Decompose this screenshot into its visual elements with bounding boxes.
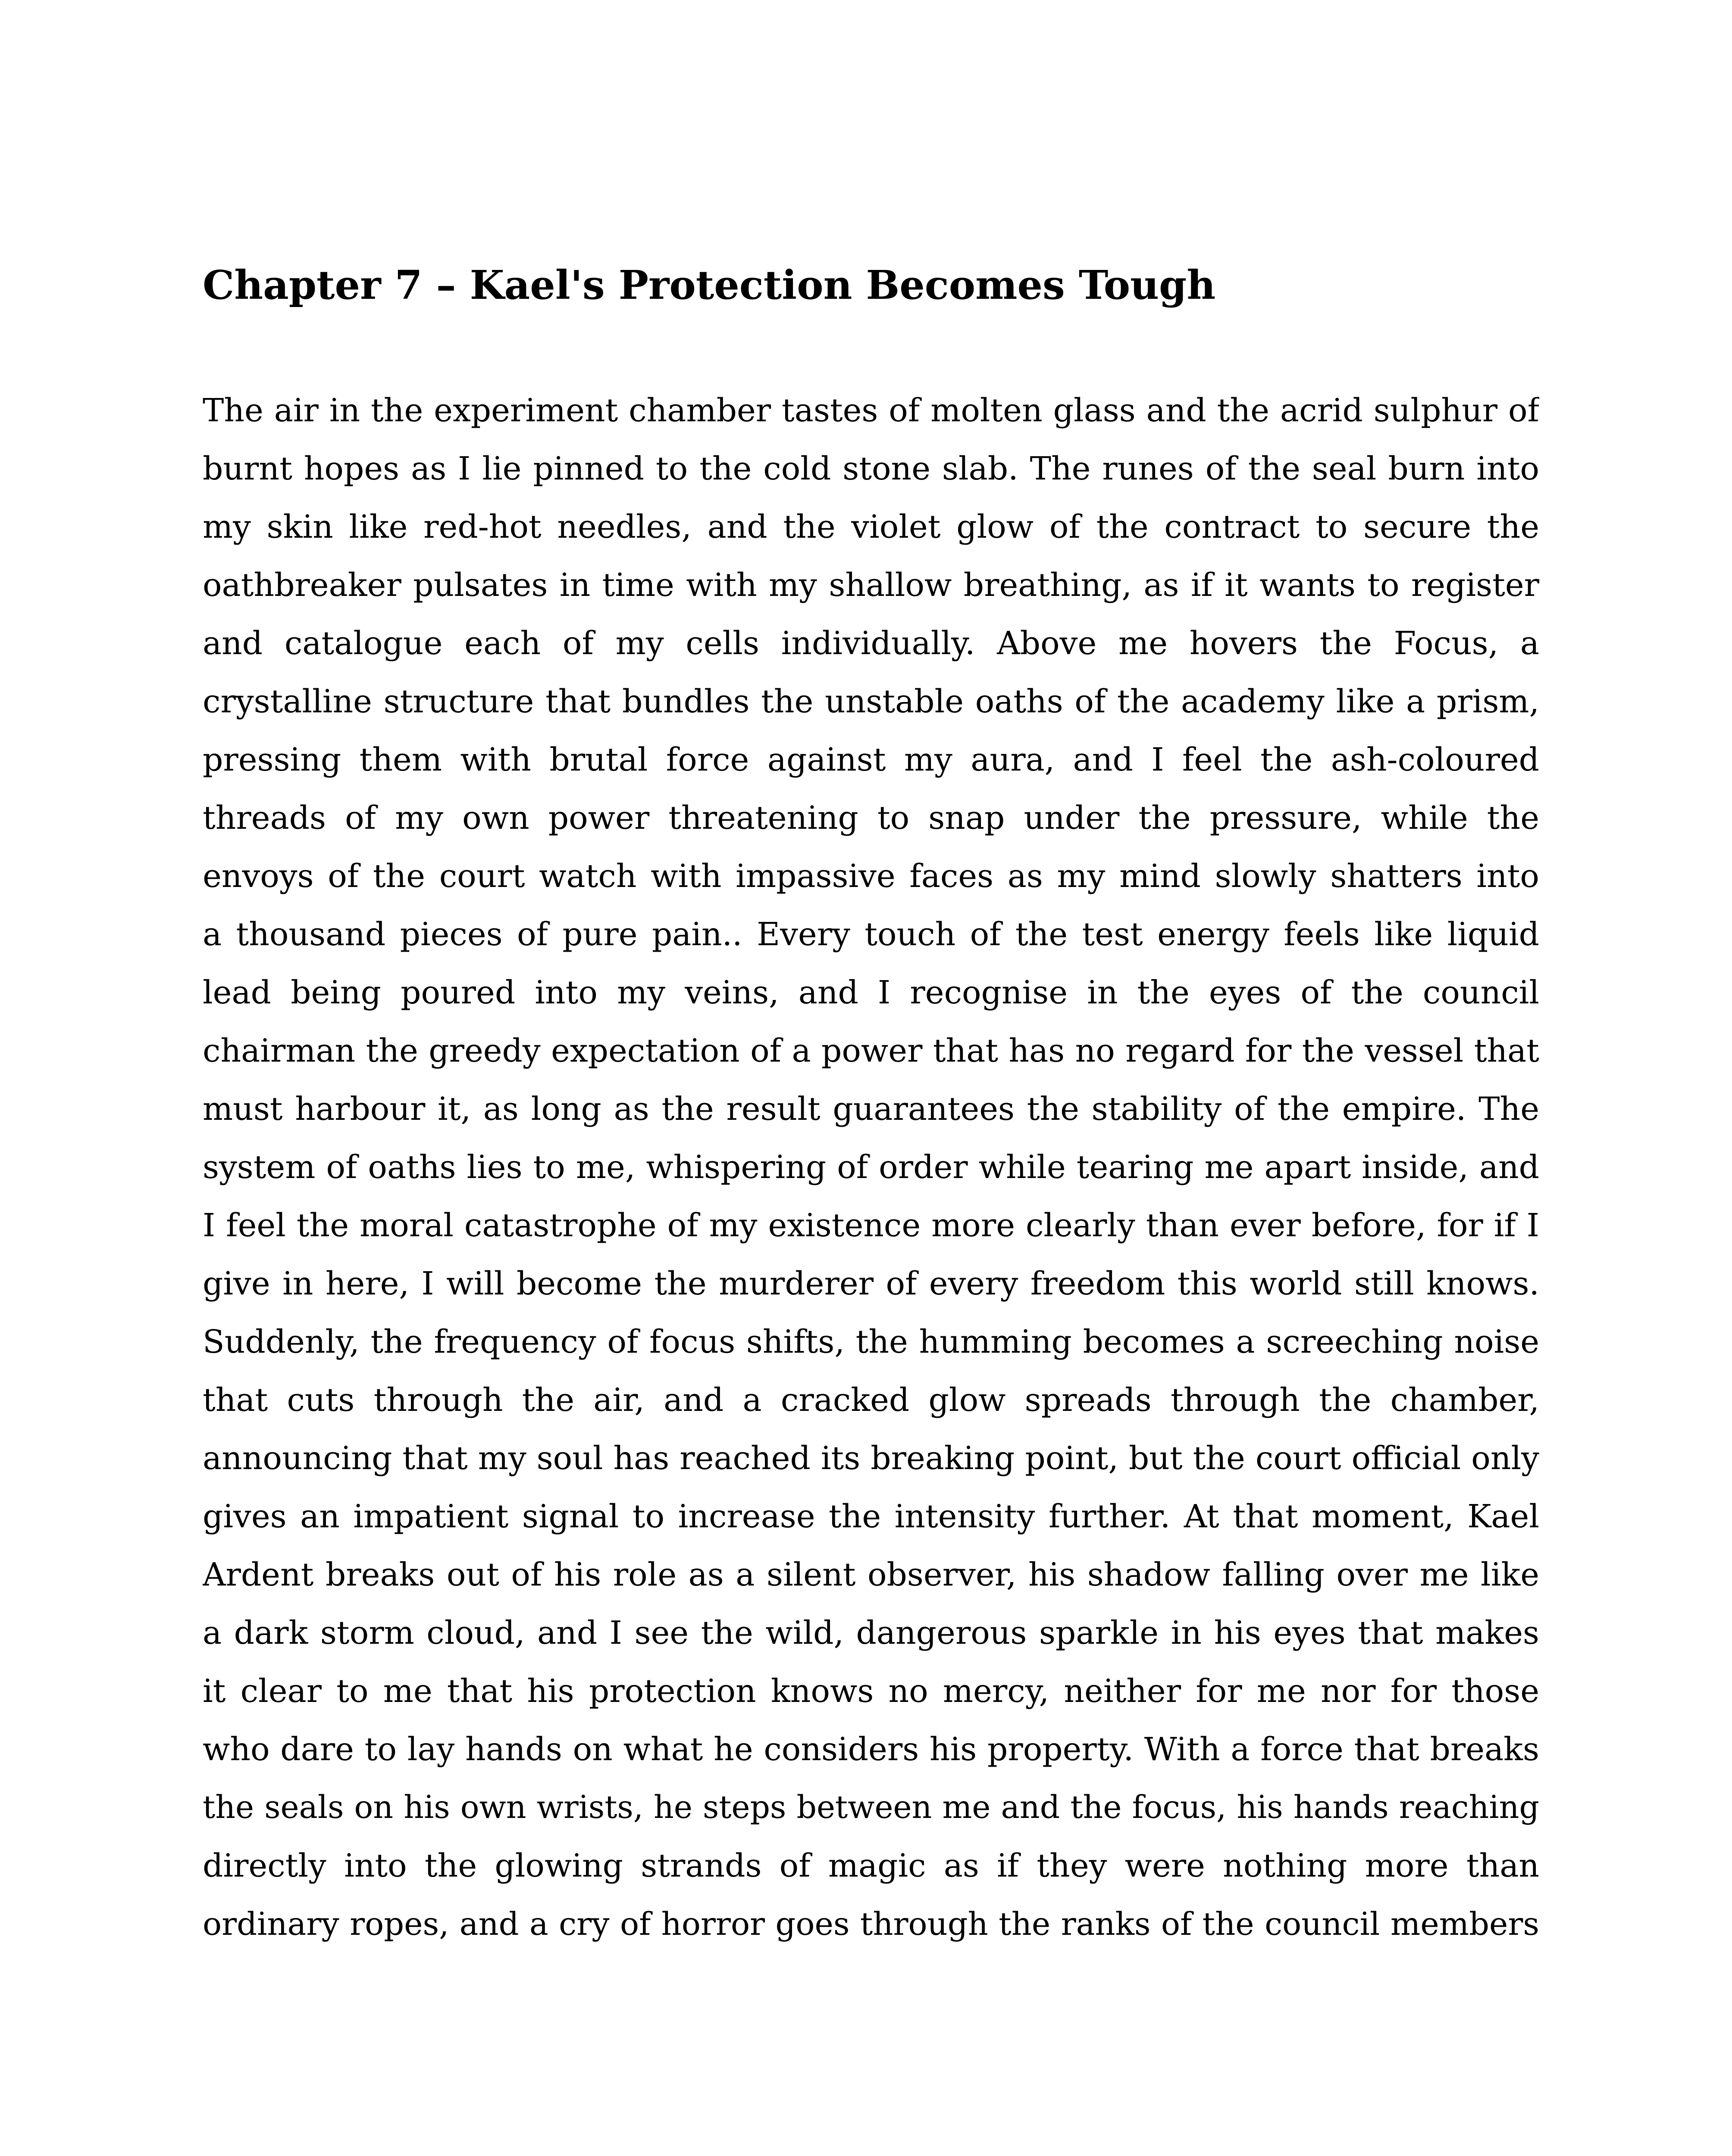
text-line: chairman the greedy expectation of a power that has no regard for the vessel that (203, 1032, 1539, 1069)
text-line: my skin like red-hot needles, and the violet glow of the contract to secure the (203, 508, 1539, 545)
text-line: must harbour it, as long as the result guarantees the stability of the empire. The (203, 1091, 1539, 1128)
text-line: I feel the moral catastrophe of my existence more clearly than ever before, for if I (203, 1207, 1539, 1244)
text-line: and catalogue each of my cells individually. Above me hovers the Focus, a (203, 625, 1539, 662)
text-line: a thousand pieces of pure pain.. Every touch of the test energy feels like liquid (203, 916, 1539, 953)
chapter-title: Chapter 7 – Kael's Protection Becomes Tough (203, 262, 1216, 308)
text-line: give in here, I will become the murderer of every freedom this world still knows. (203, 1265, 1539, 1302)
text-line: directly into the glowing strands of magic as if they were nothing more than (203, 1847, 1539, 1884)
text-line: The air in the experiment chamber tastes of molten glass and the acrid sulphur of (203, 392, 1539, 429)
text-line: system of oaths lies to me, whispering of order while tearing me apart inside, and (203, 1149, 1539, 1186)
text-line: burnt hopes as I lie pinned to the cold stone slab. The runes of the seal burn into (203, 450, 1539, 487)
text-line: it clear to me that his protection knows no mercy, neither for me nor for those (203, 1673, 1539, 1710)
text-line: lead being poured into my veins, and I recognise in the eyes of the council (203, 974, 1539, 1011)
text-line: announcing that my soul has reached its breaking point, but the court official only (203, 1440, 1539, 1477)
text-line: that cuts through the air, and a cracked glow spreads through the chamber, (203, 1382, 1539, 1419)
text-line: Ardent breaks out of his role as a silent observer, his shadow falling over me like (203, 1556, 1539, 1593)
text-line: Suddenly, the frequency of focus shifts, the humming becomes a screeching noise (203, 1323, 1539, 1360)
text-line: gives an impatient signal to increase the intensity further. At that moment, Kael (203, 1498, 1539, 1535)
text-line: the seals on his own wrists, he steps between me and the focus, his hands reaching (203, 1789, 1539, 1826)
text-line: oathbreaker pulsates in time with my shallow breathing, as if it wants to register (203, 567, 1539, 604)
text-line: pressing them with brutal force against my aura, and I feel the ash-coloured (203, 741, 1539, 778)
text-line: crystalline structure that bundles the unstable oaths of the academy like a prism, (203, 683, 1539, 720)
text-line: threads of my own power threatening to snap under the pressure, while the (203, 799, 1539, 837)
text-line: envoys of the court watch with impassive faces as my mind slowly shatters into (203, 858, 1539, 895)
body-paragraph (203, 382, 1539, 1953)
text-line: ordinary ropes, and a cry of horror goes through the ranks of the council members (203, 1906, 1539, 1943)
text-line: a dark storm cloud, and I see the wild, dangerous sparkle in his eyes that makes (203, 1614, 1539, 1651)
text-line: who dare to lay hands on what he considers his property. With a force that breaks (203, 1731, 1539, 1768)
